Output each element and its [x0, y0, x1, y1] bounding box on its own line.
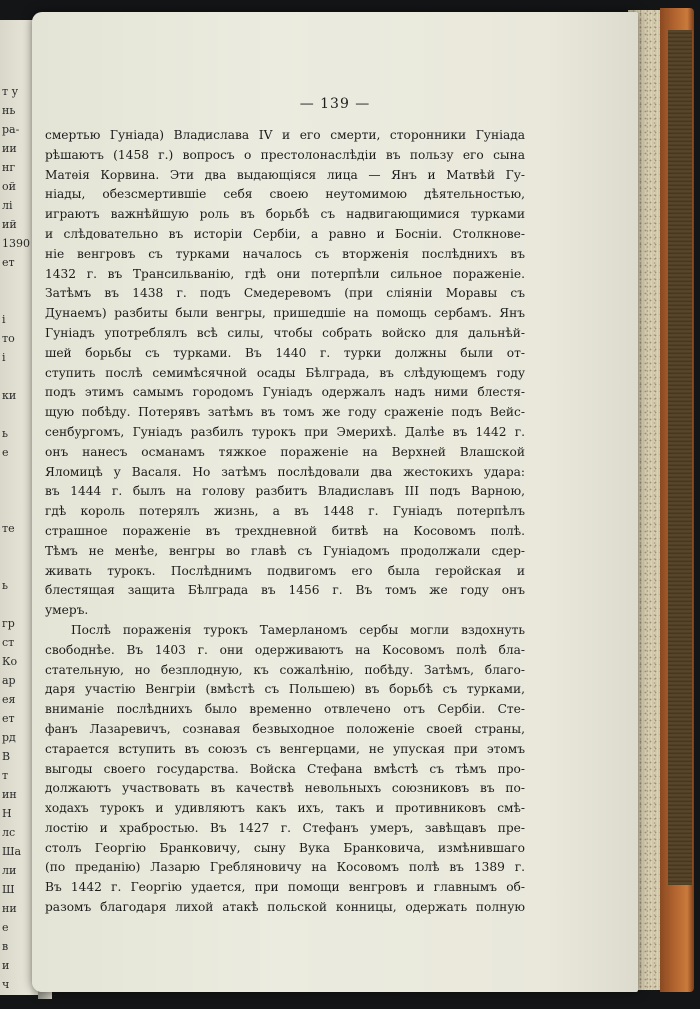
text-line: и слѣдовательно въ исторіи Сербіи, а равно и Босніи. Столкнове-	[45, 226, 525, 241]
text-line: Гуніадъ употреблялъ всѣ силы, чтобы собрать войско для дальнѣй-	[45, 325, 525, 340]
body-text	[45, 126, 525, 918]
left-page-fragment: Н	[2, 807, 12, 820]
left-page-fragment: Ша	[2, 845, 22, 858]
left-page-fragment: ой	[2, 180, 16, 193]
left-page-fragment: і	[2, 351, 6, 364]
left-page-fragment: 1390	[2, 237, 30, 250]
text-line: Затѣмъ въ 1438 г. подъ Смедеревомъ (при сліяніи Моравы съ	[45, 286, 525, 301]
text-line: Матѳія Корвина. Эти два выдающіяся лица — Янъ и Матвѣй Гу-	[45, 167, 525, 182]
page-number: — 139 —	[299, 96, 371, 112]
text-line: онъ нанесъ османамъ тяжкое пораженіе на Верхней Влашской	[45, 444, 525, 459]
text-line: щую побѣду. Потерявъ затѣмъ въ томъ же году сраженіе подъ Вейс-	[45, 405, 525, 420]
left-page-fragment: лс	[2, 826, 16, 839]
text-line: ступить послѣ семимѣсячной осады Бѣлграда, въ слѣдующемъ году	[45, 365, 525, 380]
text-line: Послѣ пораженія турокъ Тамерланомъ сербы могли вздохнуть	[71, 622, 525, 637]
left-page-fragment: т у	[2, 85, 19, 98]
left-page-fragment: В	[2, 750, 11, 763]
left-page-fragment: гр	[2, 617, 15, 630]
left-page-fragment: Ш	[2, 883, 15, 896]
text-line: подъ этимъ самымъ городомъ Гуніадъ одержалъ надъ ними блестя-	[45, 385, 525, 400]
text-line: живать турокъ. Послѣднимъ подвигомъ его была геройская и	[45, 563, 525, 578]
text-line: блестящая защита Бѣлграда въ 1456 г. Въ томъ же году онъ	[45, 583, 525, 598]
left-page-fragment: ра-	[2, 123, 20, 136]
text-line: разомъ благодаря лихой атакѣ польской конницы, одержать полную	[45, 900, 525, 915]
left-page-fragment: ли	[2, 864, 17, 877]
text-line: Яломицѣ у Васаля. Но затѣмъ послѣдовали два жестокихъ удара:	[45, 464, 525, 479]
text-line: лостію и храбростью. Въ 1427 г. Стефанъ умеръ, завѣщавъ пре-	[45, 820, 525, 835]
left-page-fragment: лі	[2, 199, 13, 212]
text-line: ходахъ турокъ и удивляютъ какъ ихъ, такъ и противниковъ смѣ-	[45, 801, 525, 816]
text-line: стательную, но безплодную, къ сожалѣнію, побѣду. Затѣмъ, благо-	[45, 662, 525, 677]
left-page-fragment: ет	[2, 256, 15, 269]
left-page-fragment: ь	[2, 427, 8, 440]
text-line: 1432 г. въ Трансильванію, гдѣ они потерпѣли сильное пораженіе.	[45, 266, 525, 281]
text-line: въ 1444 г. былъ на голову разбитъ Владиславъ III подъ Варною,	[45, 484, 525, 499]
left-page-fragment: ни	[2, 902, 17, 915]
left-page-fragment: нг	[2, 161, 16, 174]
left-page-fragment: е	[2, 921, 9, 934]
left-page-fragment: в	[2, 940, 9, 953]
text-line: сенбургомъ, Гуніадъ разбилъ турокъ при Эмерихѣ. Далѣе въ 1442 г.	[45, 424, 525, 439]
left-page-fragment: ин	[2, 788, 17, 801]
text-line: свободнѣе. Въ 1403 г. они одерживаютъ на Косовомъ полѣ бла-	[45, 642, 525, 657]
text-line: старается вступить въ союзъ съ венгерцами, не упуская при этомъ	[45, 741, 525, 756]
left-page-fragment: Ко	[2, 655, 18, 668]
text-line: шей борьбы съ турками. Въ 1440 г. турки должны были от-	[45, 345, 525, 360]
left-page-fragment: е	[2, 446, 9, 459]
text-line: Тѣмъ не менѣе, венгры во главѣ съ Гуніадомъ продолжали сдер-	[45, 543, 525, 558]
text-line: гдѣ король потерялъ жизнь, а въ 1448 г. Гуніадъ потерпѣлъ	[45, 504, 525, 519]
text-line: даря участію Венгріи (вмѣстѣ съ Польшею) въ борьбѣ съ турками,	[45, 682, 525, 697]
text-line: (по преданію) Лазарю Гребляновичу на Косовомъ полѣ въ 1389 г.	[45, 860, 525, 875]
left-page-fragment: ст	[2, 636, 15, 649]
left-page-fragment: ии	[2, 142, 17, 155]
left-page-fragment: ий	[2, 218, 17, 231]
text-line: выгоды своего государства. Войска Стефана вмѣстѣ съ тѣмъ про-	[45, 761, 525, 776]
text-line: играютъ важнѣйшую роль въ борьбѣ съ надвигающимися турками	[45, 207, 525, 222]
left-page-fragment: нь	[2, 104, 16, 117]
left-page-fragment: то	[2, 332, 15, 345]
text-line: Дунаемъ) разбиты были венгры, пришедшіе на помощь сербамъ. Янъ	[45, 306, 525, 321]
text-line: рѣшаютъ (1458 г.) вопросъ о престолонаслѣдіи въ пользу его сына	[45, 147, 525, 162]
right-page	[32, 12, 638, 992]
left-page-fragment: ар	[2, 674, 16, 687]
text-line: смертью Гуніада) Владислава IV и его смерти, сторонники Гуніада	[45, 128, 525, 142]
text-line: Въ 1442 г. Георгію удается, при помощи венгровъ и главнымъ об-	[45, 880, 525, 895]
left-page-fragment: ки	[2, 389, 17, 402]
text-line: фанъ Лазаревичъ, сознавая безвыходное положеніе своей страны,	[45, 721, 525, 736]
left-page-fragment: те	[2, 522, 15, 535]
left-page-fragment: ет	[2, 712, 15, 725]
text-line: страшное пораженіе въ трехдневной битвѣ на Косовомъ полѣ.	[45, 523, 525, 538]
text-line: должаютъ участвовать въ качествѣ невольныхъ союзниковъ въ по-	[45, 781, 525, 796]
text-line: вниманіе послѣднихъ было временно отвлечено отъ Сербіи. Сте-	[45, 702, 525, 717]
left-page-fragment: ь	[2, 579, 8, 592]
text-line: ніады, обезсмертившіе себя своею неутомимою дѣятельностью,	[45, 187, 525, 202]
left-page-fragment: і	[2, 313, 6, 326]
left-page-fragment: т	[2, 769, 9, 782]
left-page-fragment: рд	[2, 731, 16, 744]
book-cover-cloth	[668, 30, 692, 885]
left-page-fragment: ч	[2, 978, 10, 991]
left-page-fragment: и	[2, 959, 10, 972]
text-line: столъ Георгію Бранковичу, сыну Вука Бранковича, измѣнившаго	[45, 840, 525, 855]
left-page-fragment: ея	[2, 693, 16, 706]
text-line: умеръ.	[45, 603, 89, 618]
text-line: ніе венгровъ съ турками началось съ вторженія послѣднихъ въ	[45, 246, 525, 261]
